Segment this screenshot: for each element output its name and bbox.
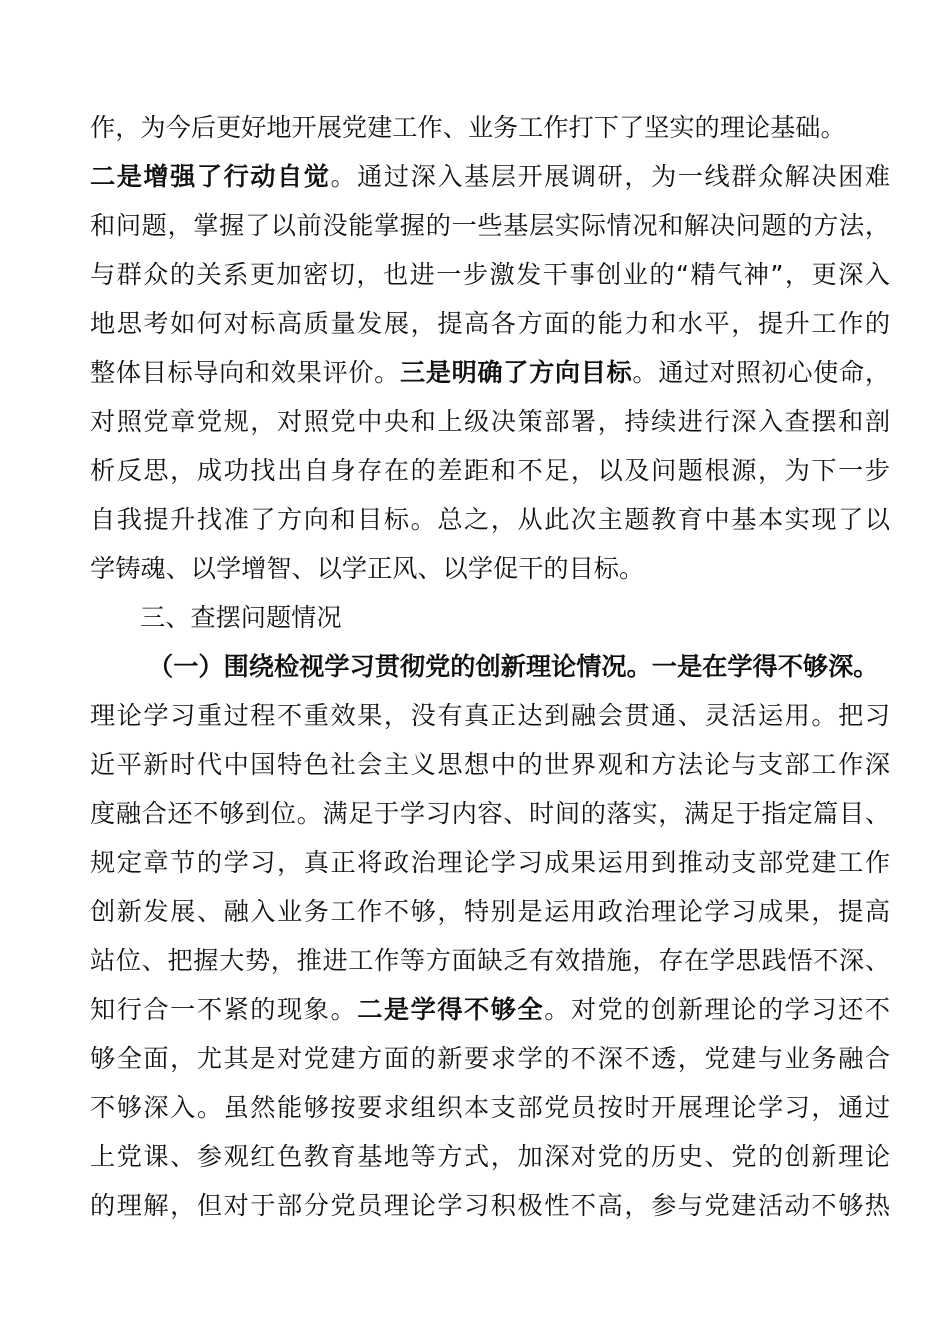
text-run: 析反思，成功找出自身存在的差距和不足，以及问题根源，为下一步 <box>90 456 890 485</box>
subsection-heading <box>90 642 890 691</box>
bold-heading-run: 二是学得不够全 <box>357 995 545 1024</box>
text-line <box>90 691 890 740</box>
text-run: 学铸魂、以学增智、以学正风、以学促干的目标。 <box>90 554 645 583</box>
text-run: 对照党章党规，对照党中央和上级决策部署，持续进行深入查摆和剖 <box>90 407 890 436</box>
text-run: 。通过深入基层开展调研，为一线群众解决困难 <box>330 162 891 191</box>
text-run: 和问题，掌握了以前没能掌握的一些基层实际情况和解决问题的方法， <box>90 211 890 240</box>
text-line <box>90 740 890 789</box>
text-run: 知行合一不紧的现象。 <box>90 995 358 1024</box>
text-line <box>90 1034 890 1083</box>
bold-heading-run: （一）围绕检视学习贯彻党的创新理论情况。一是在学得不够深。 <box>148 652 879 681</box>
text-line <box>90 348 890 397</box>
text-line <box>90 1132 890 1181</box>
text-line <box>90 544 890 593</box>
text-run: 近平新时代中国特色社会主义思想中的世界观和方法论与支部工作深 <box>90 750 890 779</box>
section-heading-text: 三、查摆问题情况 <box>140 603 342 632</box>
text-line <box>90 1181 890 1230</box>
bold-heading-run: 三是明确了方向目标 <box>399 358 633 387</box>
text-line <box>90 789 890 838</box>
text-run: 整体目标导向和效果评价。 <box>90 358 400 387</box>
text-line <box>90 887 890 936</box>
text-line <box>90 1083 890 1132</box>
text-run: 的理解，但对于部分党员理论学习积极性不高，参与党建活动不够热 <box>90 1191 890 1220</box>
text-line <box>90 299 890 348</box>
text-run: 地思考如何对标高质量发展，提高各方面的能力和水平，提升工作的 <box>90 309 890 338</box>
text-run: 站位、把握大势，推进工作等方面缺乏有效措施，存在学思践悟不深、 <box>90 946 890 975</box>
text-line <box>90 201 890 250</box>
text-run: 。通过对照初心使命， <box>632 358 891 387</box>
bold-heading-run: 二是增强了行动自觉 <box>90 162 331 191</box>
text-run: 规定章节的学习，真正将政治理论学习成果运用到推动支部党建工作 <box>90 848 890 877</box>
text-run: 创新发展、融入业务工作不够，特别是运用政治理论学习成果，提高 <box>90 897 890 926</box>
text-run: 作，为今后更好地开展党建工作、业务工作打下了坚实的理论基础。 <box>90 113 846 142</box>
text-run: 不够深入。虽然能够按要求组织本支部党员按时开展理论学习，通过 <box>90 1093 890 1122</box>
text-line <box>90 103 890 152</box>
text-line <box>90 936 890 985</box>
text-run: 度融合还不够到位。满足于学习内容、时间的落实，满足于指定篇目、 <box>90 799 890 828</box>
text-run: 与群众的关系更加密切，也进一步激发干事创业的“精气神”，更深入 <box>90 260 890 289</box>
text-line <box>90 985 890 1034</box>
text-line <box>90 152 890 201</box>
document-body <box>90 103 890 1230</box>
text-run: 自我提升找准了方向和目标。总之，从此次主题教育中基本实现了以 <box>90 505 890 534</box>
text-line <box>90 495 890 544</box>
text-run: 够全面，尤其是对党建方面的新要求学的不深不透，党建与业务融合 <box>90 1044 890 1073</box>
text-run: 。对党的创新理论的学习还不 <box>544 995 891 1024</box>
text-run: 上党课、参观红色教育基地等方式，加深对党的历史、党的创新理论 <box>90 1142 890 1171</box>
text-line <box>90 446 890 495</box>
text-run: 理论学习重过程不重效果，没有真正达到融会贯通、灵活运用。把习 <box>90 701 890 730</box>
text-line <box>90 838 890 887</box>
section-heading <box>90 593 890 642</box>
text-line <box>90 397 890 446</box>
text-line <box>90 250 890 299</box>
